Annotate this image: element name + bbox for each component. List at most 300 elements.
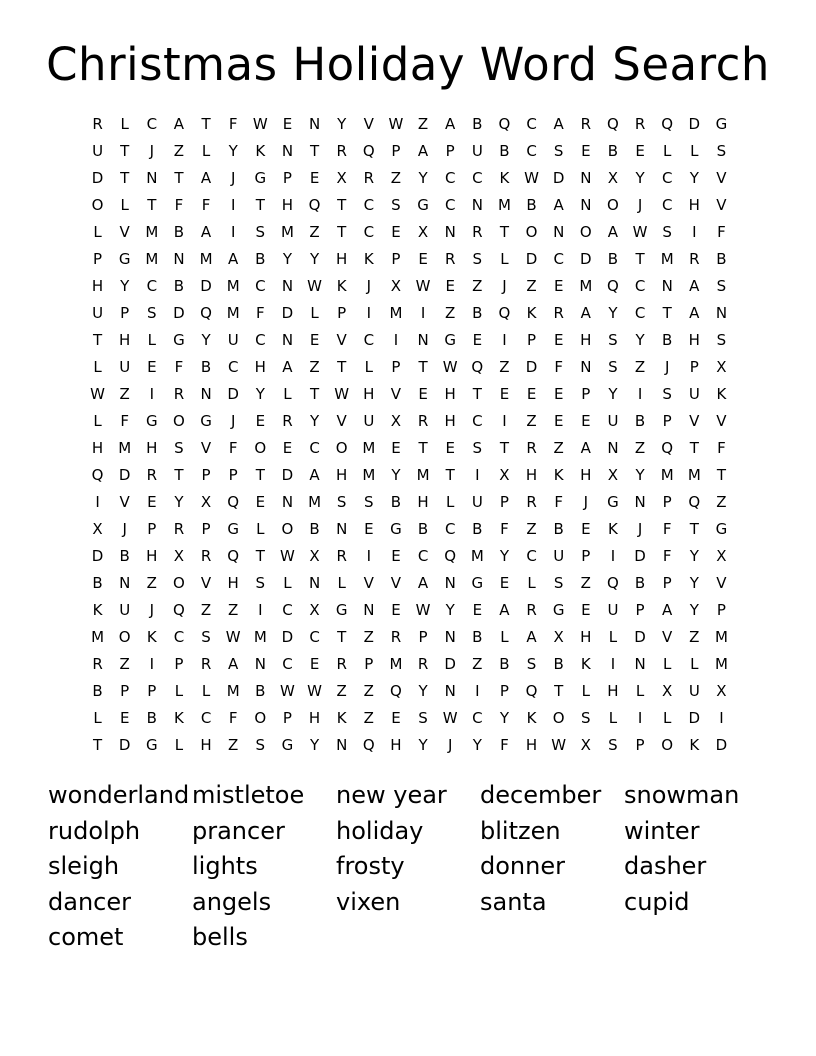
grid-cell[interactable]: I [637,385,643,403]
grid-cell[interactable]: W [225,628,241,646]
grid-cell[interactable]: V [336,331,347,349]
grid-cell[interactable]: K [363,250,374,268]
grid-cell[interactable]: C [146,115,158,133]
grid-cell[interactable]: R [526,439,537,457]
grid-cell[interactable]: R [472,223,483,241]
grid-cell[interactable]: E [499,385,510,403]
grid-cell[interactable]: M [145,223,159,241]
grid-cell[interactable]: Q [688,493,701,511]
grid-cell[interactable]: D [688,115,701,133]
grid-cell[interactable]: Z [634,439,646,457]
grid-cell[interactable]: B [119,547,130,565]
grid-cell[interactable]: T [92,331,103,349]
grid-cell[interactable]: E [581,412,591,430]
grid-cell[interactable]: D [552,169,565,187]
grid-cell[interactable]: A [553,115,564,133]
grid-cell[interactable]: I [475,682,480,700]
grid-cell[interactable]: U [119,601,131,619]
grid-cell[interactable]: A [228,655,239,673]
grid-cell[interactable]: T [174,169,184,187]
grid-cell[interactable]: E [553,412,564,430]
grid-cell[interactable]: E [418,250,428,268]
grid-cell[interactable]: E [147,358,157,376]
grid-cell[interactable]: L [120,196,129,214]
grid-cell[interactable]: H [227,574,239,592]
grid-cell[interactable]: F [174,196,184,214]
grid-cell[interactable]: Y [689,601,699,619]
grid-cell[interactable]: D [227,385,239,403]
grid-cell[interactable]: Y [255,385,265,403]
grid-cell[interactable]: P [147,682,157,700]
grid-cell[interactable]: X [553,628,564,646]
grid-cell[interactable]: V [390,574,402,592]
grid-cell[interactable]: P [716,601,726,619]
grid-cell[interactable]: U [363,412,375,430]
grid-cell[interactable]: G [335,601,348,619]
grid-cell[interactable]: Y [174,493,184,511]
grid-cell[interactable]: D [715,736,728,754]
grid-cell[interactable]: T [120,169,130,187]
grid-cell[interactable]: N [146,169,158,187]
grid-cell[interactable]: A [580,439,591,457]
grid-cell[interactable]: H [688,196,700,214]
grid-cell[interactable]: A [553,196,564,214]
grid-cell[interactable]: V [363,574,374,592]
grid-cell[interactable]: S [608,736,618,754]
grid-cell[interactable]: P [282,709,292,727]
grid-cell[interactable]: C [634,277,646,295]
grid-cell[interactable]: Z [634,358,646,376]
grid-cell[interactable]: D [91,547,104,565]
grid-cell[interactable]: F [662,520,672,538]
grid-cell[interactable]: Y [689,547,699,565]
grid-cell[interactable]: Q [173,601,185,619]
grid-cell[interactable]: G [552,601,565,619]
grid-cell[interactable]: B [634,412,646,430]
grid-cell[interactable]: V [200,439,212,457]
grid-cell[interactable]: W [551,736,567,754]
grid-cell[interactable]: W [307,277,322,295]
grid-cell[interactable]: Y [201,331,211,349]
grid-cell[interactable]: Y [418,682,428,700]
grid-cell[interactable]: F [201,196,211,214]
grid-cell[interactable]: C [282,601,293,619]
grid-cell[interactable]: M [714,628,728,646]
grid-cell[interactable]: T [337,223,347,241]
grid-cell[interactable]: G [200,412,212,430]
grid-cell[interactable]: N [173,250,185,268]
grid-cell[interactable]: A [309,466,320,484]
grid-cell[interactable]: E [391,601,401,619]
grid-cell[interactable]: J [230,412,236,430]
grid-cell[interactable]: U [92,304,104,322]
grid-cell[interactable]: C [417,547,429,565]
grid-cell[interactable]: N [336,520,348,538]
grid-cell[interactable]: Y [499,709,510,727]
grid-cell[interactable]: G [417,196,429,214]
grid-cell[interactable]: S [608,331,618,349]
grid-cell[interactable]: X [336,169,347,187]
grid-cell[interactable]: Y [445,601,455,619]
grid-cell[interactable]: Y [391,466,401,484]
grid-cell[interactable]: H [281,196,294,214]
grid-cell[interactable]: Q [227,493,240,511]
grid-cell[interactable]: Z [390,169,402,187]
grid-cell[interactable]: Z [472,655,483,673]
grid-cell[interactable]: K [336,277,347,295]
grid-cell[interactable]: B [607,250,619,268]
grid-cell[interactable]: U [688,682,700,700]
grid-cell[interactable]: P [662,493,672,511]
grid-cell[interactable]: F [228,439,238,457]
grid-cell[interactable]: G [118,250,131,268]
grid-cell[interactable]: N [363,601,375,619]
grid-cell[interactable]: B [662,331,673,349]
grid-cell[interactable]: H [363,385,375,403]
grid-cell[interactable]: F [120,412,129,430]
grid-cell[interactable]: N [308,115,321,133]
grid-cell[interactable]: C [472,412,483,430]
grid-cell[interactable]: X [173,547,185,565]
grid-cell[interactable]: N [715,304,728,322]
grid-cell[interactable]: N [444,574,456,592]
grid-cell[interactable]: C [661,196,673,214]
grid-cell[interactable]: H [580,628,592,646]
grid-cell[interactable]: E [499,574,510,592]
grid-cell[interactable]: J [447,736,453,754]
grid-cell[interactable]: C [472,709,483,727]
grid-cell[interactable]: H [119,331,131,349]
grid-cell[interactable]: S [716,142,727,160]
grid-cell[interactable]: F [228,709,238,727]
grid-cell[interactable]: C [363,196,375,214]
grid-cell[interactable]: O [579,223,592,241]
grid-cell[interactable]: V [662,628,673,646]
grid-cell[interactable]: R [417,655,429,673]
grid-cell[interactable]: I [393,331,399,349]
grid-cell[interactable]: R [92,115,103,133]
grid-cell[interactable]: G [146,736,158,754]
grid-cell[interactable]: Q [661,439,674,457]
grid-cell[interactable]: P [581,547,591,565]
grid-cell[interactable]: M [389,655,403,673]
grid-cell[interactable]: S [553,574,564,592]
grid-cell[interactable]: C [363,331,375,349]
grid-cell[interactable]: Y [472,736,482,754]
grid-cell[interactable]: R [200,655,212,673]
grid-cell[interactable]: B [472,520,483,538]
grid-cell[interactable]: C [363,223,375,241]
grid-cell[interactable]: Y [689,574,699,592]
grid-cell[interactable]: F [255,304,265,322]
grid-cell[interactable]: Q [91,466,104,484]
grid-cell[interactable]: E [445,439,455,457]
grid-cell[interactable]: I [149,655,155,673]
grid-cell[interactable]: M [118,439,132,457]
grid-cell[interactable]: Z [580,574,591,592]
grid-cell[interactable]: F [500,736,509,754]
grid-cell[interactable]: G [227,520,239,538]
grid-cell[interactable]: E [581,142,591,160]
grid-cell[interactable]: K [255,142,266,160]
grid-cell[interactable]: T [499,439,510,457]
grid-cell[interactable]: S [662,385,672,403]
grid-cell[interactable]: L [310,304,319,322]
grid-cell[interactable]: D [281,628,294,646]
grid-cell[interactable]: C [309,628,320,646]
grid-cell[interactable]: R [363,169,375,187]
grid-cell[interactable]: M [470,547,484,565]
grid-cell[interactable]: B [472,304,483,322]
grid-cell[interactable]: Z [336,682,347,700]
grid-cell[interactable]: N [580,196,592,214]
grid-cell[interactable]: H [336,250,348,268]
grid-cell[interactable]: L [93,358,102,376]
grid-cell[interactable]: S [255,574,266,592]
grid-cell[interactable]: X [200,493,212,511]
grid-cell[interactable]: Y [608,304,618,322]
grid-cell[interactable]: Q [498,304,511,322]
grid-cell[interactable]: Z [689,628,700,646]
grid-cell[interactable]: Q [498,115,511,133]
grid-cell[interactable]: L [120,115,129,133]
grid-cell[interactable]: H [146,439,158,457]
grid-cell[interactable]: Z [499,358,510,376]
grid-cell[interactable]: B [390,493,402,511]
grid-cell[interactable]: Z [228,601,239,619]
grid-cell[interactable]: E [581,520,591,538]
grid-cell[interactable]: W [252,115,268,133]
grid-cell[interactable]: V [689,412,700,430]
grid-cell[interactable]: D [444,655,456,673]
grid-cell[interactable]: C [173,628,185,646]
grid-cell[interactable]: I [610,655,616,673]
grid-cell[interactable]: W [415,601,431,619]
grid-cell[interactable]: Q [362,142,375,160]
grid-cell[interactable]: X [716,682,727,700]
grid-cell[interactable]: S [336,493,347,511]
grid-cell[interactable]: L [337,574,346,592]
grid-cell[interactable]: M [226,304,240,322]
grid-cell[interactable]: W [280,682,295,700]
grid-cell[interactable]: B [607,142,619,160]
grid-cell[interactable]: Y [418,169,428,187]
grid-cell[interactable]: P [391,142,401,160]
grid-cell[interactable]: D [580,250,592,268]
grid-cell[interactable]: A [417,574,429,592]
grid-cell[interactable]: S [608,358,618,376]
grid-cell[interactable]: W [90,385,105,403]
grid-cell[interactable]: M [199,250,213,268]
grid-cell[interactable]: L [608,709,618,727]
grid-cell[interactable]: B [255,250,266,268]
grid-cell[interactable]: X [390,277,402,295]
grid-cell[interactable]: N [119,574,131,592]
grid-cell[interactable]: H [444,385,456,403]
grid-cell[interactable]: L [500,250,509,268]
grid-cell[interactable]: N [281,277,294,295]
grid-cell[interactable]: Q [661,115,674,133]
grid-cell[interactable]: C [472,169,483,187]
grid-cell[interactable]: R [580,115,592,133]
grid-cell[interactable]: T [689,520,699,538]
grid-cell[interactable]: T [255,466,265,484]
grid-cell[interactable]: W [442,709,458,727]
grid-cell[interactable]: I [610,547,616,565]
grid-cell[interactable]: I [502,331,507,349]
grid-cell[interactable]: K [553,466,564,484]
grid-cell[interactable]: E [391,439,401,457]
grid-cell[interactable]: Y [635,331,645,349]
grid-cell[interactable]: D [525,358,538,376]
grid-cell[interactable]: T [174,466,184,484]
grid-cell[interactable]: H [688,331,700,349]
grid-cell[interactable]: Z [445,304,456,322]
grid-cell[interactable]: G [471,574,484,592]
grid-cell[interactable]: I [258,601,263,619]
grid-cell[interactable]: M [660,250,674,268]
grid-cell[interactable]: T [445,466,455,484]
grid-cell[interactable]: P [391,358,401,376]
grid-cell[interactable]: D [173,304,185,322]
grid-cell[interactable]: I [502,412,507,430]
grid-cell[interactable]: H [254,358,266,376]
grid-cell[interactable]: N [471,196,483,214]
grid-cell[interactable]: V [363,115,374,133]
grid-cell[interactable]: K [174,709,184,727]
grid-cell[interactable]: I [719,709,724,727]
grid-cell[interactable]: L [500,628,509,646]
grid-cell[interactable]: B [553,655,564,673]
grid-cell[interactable]: E [418,385,428,403]
grid-cell[interactable]: R [689,250,700,268]
grid-cell[interactable]: T [309,142,320,160]
grid-cell[interactable]: A [417,142,429,160]
grid-cell[interactable]: U [471,493,483,511]
grid-cell[interactable]: L [283,385,292,403]
grid-cell[interactable]: M [497,196,511,214]
grid-cell[interactable]: H [91,439,104,457]
grid-cell[interactable]: S [662,223,672,241]
grid-cell[interactable]: Y [309,250,320,268]
grid-cell[interactable]: N [580,358,592,376]
grid-cell[interactable]: A [580,304,591,322]
grid-cell[interactable]: E [526,385,537,403]
grid-cell[interactable]: U [227,331,239,349]
grid-cell[interactable]: B [92,574,103,592]
grid-cell[interactable]: Z [119,385,130,403]
grid-cell[interactable]: M [253,628,267,646]
grid-cell[interactable]: L [93,709,102,727]
grid-cell[interactable]: F [662,547,672,565]
grid-cell[interactable]: H [336,466,348,484]
grid-cell[interactable]: X [716,358,727,376]
grid-cell[interactable]: R [634,115,646,133]
grid-cell[interactable]: C [526,115,537,133]
grid-cell[interactable]: Z [119,655,130,673]
grid-cell[interactable]: P [635,736,645,754]
grid-cell[interactable]: X [607,169,619,187]
grid-cell[interactable]: P [282,169,292,187]
grid-cell[interactable]: Q [444,547,457,565]
grid-cell[interactable]: P [364,655,374,673]
grid-cell[interactable]: M [362,439,376,457]
grid-cell[interactable]: R [417,412,429,430]
grid-cell[interactable]: P [391,250,401,268]
grid-cell[interactable]: P [662,574,672,592]
grid-cell[interactable]: I [230,196,236,214]
grid-cell[interactable]: N [634,655,646,673]
grid-cell[interactable]: C [200,709,212,727]
grid-cell[interactable]: F [174,358,184,376]
grid-cell[interactable]: N [661,277,673,295]
grid-cell[interactable]: D [634,628,646,646]
grid-cell[interactable]: G [173,331,185,349]
grid-cell[interactable]: P [201,520,211,538]
grid-cell[interactable]: C [309,439,320,457]
grid-cell[interactable]: S [581,709,591,727]
grid-cell[interactable]: A [662,601,673,619]
grid-cell[interactable]: N [308,574,321,592]
grid-cell[interactable]: C [661,169,673,187]
grid-cell[interactable]: Z [526,412,537,430]
grid-cell[interactable]: Z [363,628,374,646]
grid-cell[interactable]: A [228,250,239,268]
grid-cell[interactable]: N [444,682,456,700]
grid-cell[interactable]: J [583,493,589,511]
grid-cell[interactable]: C [444,520,456,538]
grid-cell[interactable]: Y [499,547,510,565]
grid-cell[interactable]: F [228,115,238,133]
grid-cell[interactable]: V [336,412,347,430]
grid-cell[interactable]: H [525,466,538,484]
grid-cell[interactable]: X [662,682,673,700]
grid-cell[interactable]: M [226,277,240,295]
grid-cell[interactable]: J [664,358,670,376]
grid-cell[interactable]: H [417,493,429,511]
grid-cell[interactable]: L [93,412,102,430]
grid-cell[interactable]: P [174,655,184,673]
grid-cell[interactable]: B [92,682,103,700]
grid-cell[interactable]: C [146,277,158,295]
grid-cell[interactable]: N [634,493,646,511]
grid-cell[interactable]: L [174,736,184,754]
grid-cell[interactable]: J [149,601,155,619]
grid-cell[interactable]: L [147,331,156,349]
grid-cell[interactable]: S [147,304,157,322]
grid-cell[interactable]: J [366,277,372,295]
grid-cell[interactable]: C [444,196,456,214]
grid-cell[interactable]: I [692,223,697,241]
grid-cell[interactable]: Q [471,358,484,376]
grid-cell[interactable]: F [554,493,563,511]
grid-cell[interactable]: X [309,601,320,619]
grid-cell[interactable]: X [309,547,320,565]
grid-cell[interactable]: S [391,196,401,214]
grid-cell[interactable]: Z [228,736,239,754]
grid-cell[interactable]: P [581,385,591,403]
grid-cell[interactable]: I [637,709,643,727]
grid-cell[interactable]: T [147,196,157,214]
grid-cell[interactable]: O [254,439,267,457]
grid-cell[interactable]: Y [689,169,699,187]
grid-cell[interactable]: P [662,412,672,430]
grid-cell[interactable]: L [635,682,645,700]
grid-cell[interactable]: Q [227,547,240,565]
grid-cell[interactable]: R [336,547,347,565]
grid-cell[interactable]: T [337,628,347,646]
grid-cell[interactable]: B [472,628,483,646]
